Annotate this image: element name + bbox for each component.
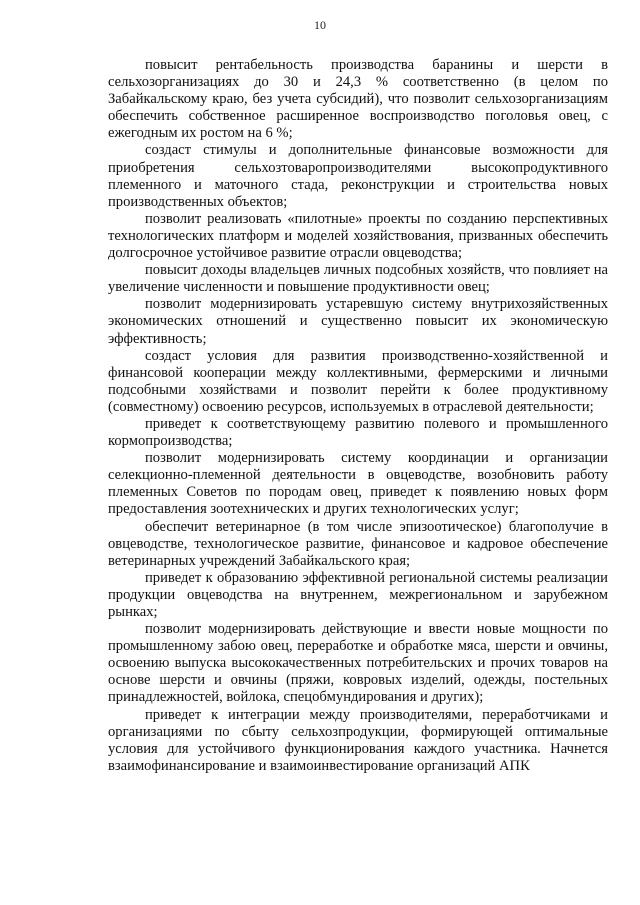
document-body <box>108 57 608 775</box>
paragraph-pilot-projects: позволит реализовать «пилотные» проекты по созданию перспективных технологических платформ и моделей хозяйствования, призванных обеспечить долгосрочное устойчивое развитие отрасли овцеводства; <box>108 210 608 262</box>
paragraph-household-income: повысит доходы владельцев личных подсобных хозяйств, что повлияет на увеличение численности и повышение продуктивности овец; <box>108 262 608 296</box>
paragraph-economic-relations: позволит модернизировать устаревшую систему внутрихозяйственных экономических отношений и существенно повысит их экономическую эффективность; <box>108 296 608 347</box>
paragraph-incentives: создаст стимулы и дополнительные финансовые возможности для приобретения сельхозтоваропроизводителями высокопродуктивного племенного и маточного стада, реконструкции и строительства новых производственных объектов; <box>108 142 608 210</box>
page-number: 10 <box>314 18 326 32</box>
paragraph-cooperation: создаст условия для развития производственно-хозяйственной и финансовой кооперации между коллективными, фермерскими и личными подсобными хозяйствами и позволит перейти к более продуктивному (совместному) освоению ресурсов, используемых в отраслевой деятельности; <box>108 347 608 415</box>
paragraph-profitability: повысит рентабельность производства баранины и шерсти в сельхозорганизациях до 30 и 24,3 % соответственно (в целом по Забайкальскому краю, без учета субсидий), что позволит сельхозорганизациям обеспечить собственное расширенное воспроизводство поголовья овец, с ежегодным их ростом на 6 %; <box>108 57 608 142</box>
paragraph-market-system: приведет к образованию эффективной региональной системы реализации продукции овцеводства на внутреннем, межрегиональном и зарубежном рынках; <box>108 569 608 620</box>
paragraph-integration: приведет к интеграции между производителями, переработчиками и организациями по сбыту сельхозпродукции, формирующей оптимальные условия для устойчивого функционирования каждого участника. Начнется взаимофинансирование и взаимоинвестирование организаций АПК <box>108 706 608 774</box>
paragraph-processing: позволит модернизировать действующие и ввести новые мощности по промышленному забою овец, переработке и обработке мяса, шерсти и овчины, освоению выпуска высококачественных потребительских и прочих товаров на основе шерсти и овчины (пряжи, ковровых изделий, одежды, постельных принадлежностей, войлока, спецобмундирования и других); <box>108 621 608 706</box>
paragraph-feed-production: приведет к соответствующему развитию полевого и промышленного кормопроизводства; <box>108 415 608 450</box>
paragraph-veterinary: обеспечит ветеринарное (в том числе эпизоотическое) благополучие в овцеводстве, технологическое развитие, финансовое и кадровое обеспечение ветеринарных учреждений Забайкальского края; <box>108 518 608 569</box>
paragraph-breeding: позволит модернизировать систему координации и организации селекционно-племенной деятельности в овцеводстве, возобновить работу племенных Советов по породам овец, приведет к появлению новых форм предоставления зоотехнических и других технологических услуг; <box>108 450 608 518</box>
